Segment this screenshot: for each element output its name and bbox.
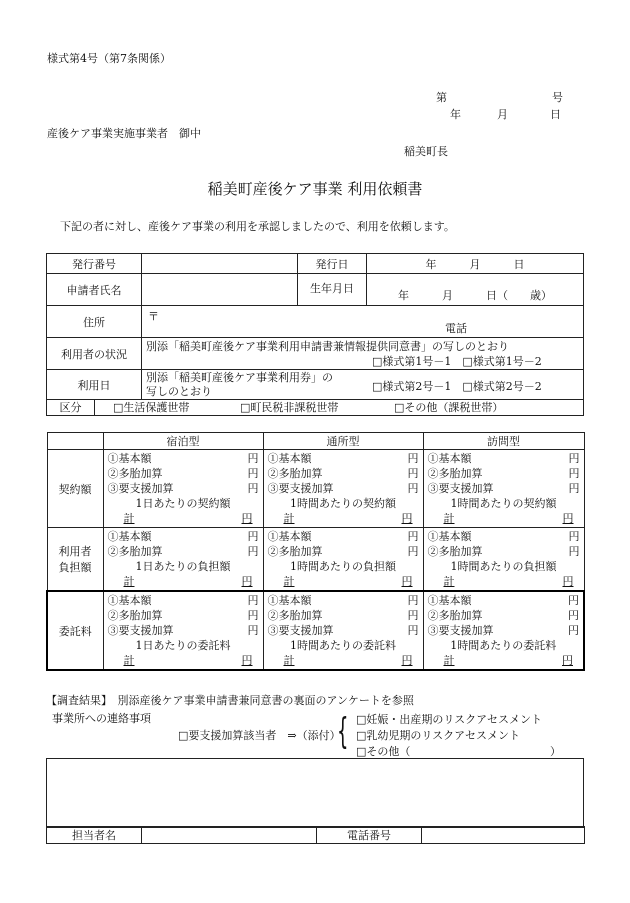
yen-unit: 円 (407, 530, 419, 543)
yen-unit: 円 (247, 467, 259, 480)
yen-unit: 円 (407, 482, 419, 495)
base-label: ①基本額 (107, 452, 152, 465)
address-label: 住所 (47, 306, 142, 338)
yen-unit: 円 (401, 512, 413, 525)
status-label: 利用者の状況 (47, 338, 142, 370)
contact-label: 事業所への連絡事項 (52, 712, 151, 725)
contract-daycare (263, 450, 423, 528)
total-label: 計 (283, 512, 295, 525)
doc-number-suffix: 号 (552, 91, 563, 104)
yen-unit: 円 (247, 482, 259, 495)
yen-unit: 円 (407, 545, 419, 558)
support-label: ③要支援加算 (107, 482, 174, 495)
multi-label: ②多胎加算 (107, 609, 163, 622)
option-pregnancy-risk[interactable]: □妊娠・出産期のリスクアセスメント (356, 713, 543, 726)
base-label: ①基本額 (267, 452, 312, 465)
yen-unit: 円 (568, 467, 580, 480)
burden-daycare (263, 528, 423, 592)
multi-label: ②多胎加算 (267, 609, 323, 622)
unit-label: 1時間あたりの契約額 (450, 497, 557, 510)
category-opt-welfare[interactable]: □生活保護世帯 (113, 401, 190, 414)
total-label: 計 (443, 575, 455, 588)
yen-unit: 円 (401, 575, 413, 588)
date-day: 日 (550, 108, 561, 121)
yen-unit: 円 (407, 609, 419, 622)
category-row (47, 400, 584, 416)
phone-label: 電話 (445, 322, 467, 335)
support-label: ③要支援加算 (267, 624, 334, 637)
support-label: ③要支援加算 (427, 624, 494, 637)
date-year: 年 (450, 108, 461, 121)
postal-mark: 〒 (148, 310, 159, 323)
base-label: ①基本額 (267, 530, 312, 543)
unit-label: 1時間あたりの委託料 (290, 639, 396, 652)
base-label: ①基本額 (267, 594, 312, 607)
contract-visit (423, 450, 584, 528)
yen-unit: 円 (247, 594, 259, 607)
use-date-options[interactable]: □様式第2号－1 □様式第2号－2 (372, 380, 542, 393)
commission-visit (423, 591, 584, 670)
dob-label: 生年月日 (298, 274, 367, 306)
person-label: 担当者名 (47, 827, 142, 844)
doc-number-prefix: 第 (436, 91, 447, 104)
phone-field[interactable] (422, 827, 585, 844)
contract-stay (103, 450, 263, 528)
phone-label: 電話番号 (317, 827, 422, 844)
burden-label (47, 528, 103, 592)
yen-unit: 円 (241, 575, 253, 588)
yen-unit: 円 (401, 654, 413, 667)
option-other[interactable]: □その他（ (356, 745, 411, 758)
survey-heading: 【調査結果】 別添産後ケア事業申請書兼同意書の裏面のアンケートを参照 (46, 694, 414, 707)
base-label: ①基本額 (107, 594, 152, 607)
page-title: 稲美町産後ケア事業 利用依頼書 (207, 180, 423, 198)
multi-label: ②多胎加算 (427, 545, 483, 558)
multi-label: ②多胎加算 (267, 545, 323, 558)
multi-label: ②多胎加算 (107, 467, 163, 480)
yen-unit: 円 (247, 530, 259, 543)
brace: { (337, 711, 349, 752)
base-label: ①基本額 (427, 594, 472, 607)
commission-label: 委託料 (47, 591, 103, 670)
burden-stay (103, 528, 263, 592)
yen-unit: 円 (241, 654, 253, 667)
category-opt-other[interactable]: □その他（課税世帯） (394, 401, 504, 414)
yen-unit: 円 (562, 654, 573, 667)
person-field[interactable] (142, 827, 317, 844)
support-label: ③要支援加算 (267, 482, 334, 495)
total-label: 計 (123, 512, 135, 525)
status-options[interactable]: □様式第1号－1 □様式第1号－2 (372, 354, 542, 368)
status-text: 別添「稲美町産後ケア事業利用申請書兼情報提供同意書」の写しのとおり (146, 339, 509, 353)
applicant-field[interactable] (142, 274, 298, 306)
unit-label: 1日あたりの委託料 (135, 639, 231, 652)
issue-no-label: 発行番号 (47, 254, 142, 274)
type-stay: 宿泊型 (103, 433, 263, 450)
yen-unit: 円 (568, 624, 579, 637)
multi-label: ②多胎加算 (427, 467, 483, 480)
fee-table (46, 432, 585, 671)
issue-date-label: 発行日 (298, 254, 367, 274)
burden-visit (423, 528, 584, 592)
status-field (142, 338, 584, 370)
unit-label: 1日あたりの契約額 (135, 497, 231, 510)
notes-box[interactable] (46, 758, 584, 828)
date-month: 月 (497, 108, 508, 121)
footer-table (46, 826, 585, 844)
contract-label: 契約額 (47, 450, 103, 528)
category-opt-nontax[interactable]: □町民税非課税世帯 (240, 401, 339, 414)
use-date-text2: 写しのとおり (146, 384, 212, 398)
support-label: ③要支援加算 (427, 482, 494, 495)
category-label: 区分 (47, 400, 95, 415)
type-visit: 訪問型 (423, 433, 584, 450)
total-label: 計 (443, 654, 455, 667)
use-date-text1: 別添「稲美町産後ケア事業利用券」の (146, 370, 333, 384)
address-field[interactable] (142, 306, 584, 338)
yen-unit: 円 (568, 482, 580, 495)
yen-unit: 円 (407, 452, 419, 465)
use-date-label: 利用日 (47, 370, 142, 400)
fee-header-corner (47, 433, 103, 450)
support-label: ③要支援加算 (107, 624, 174, 637)
yen-unit: 円 (247, 609, 259, 622)
option-other-close: ） (550, 745, 561, 758)
unit-label: 1時間あたりの負担額 (450, 560, 557, 573)
issue-date-field[interactable]: 年 月 日 (367, 254, 584, 274)
unit-label: 1時間あたりの委託料 (450, 639, 557, 652)
unit-label: 1時間あたりの契約額 (290, 497, 396, 510)
yen-unit: 円 (407, 624, 419, 637)
yen-unit: 円 (407, 467, 419, 480)
total-label: 計 (283, 654, 295, 667)
dob-field[interactable]: 年 月 日（ 歳） (367, 274, 584, 306)
yen-unit: 円 (568, 530, 580, 543)
commission-stay (103, 591, 263, 670)
total-label: 計 (283, 575, 295, 588)
burden-label-line2: 負担額 (58, 561, 92, 574)
multi-label: ②多胎加算 (107, 545, 163, 558)
multi-label: ②多胎加算 (427, 609, 483, 622)
intro-text: 下記の者に対し、産後ケア事業の利用を承認しましたので、利用を依頼します。 (60, 220, 455, 233)
type-daycare: 通所型 (263, 433, 423, 450)
multi-label: ②多胎加算 (267, 467, 323, 480)
total-label: 計 (123, 575, 135, 588)
yen-unit: 円 (562, 575, 574, 588)
issue-no-field[interactable] (142, 254, 298, 274)
sender: 稲美町長 (404, 145, 448, 158)
yen-unit: 円 (407, 594, 419, 607)
form-number: 様式第4号（第7条関係） (47, 52, 171, 65)
burden-label-line1: 利用者 (58, 545, 92, 558)
yen-unit: 円 (241, 512, 253, 525)
unit-label: 1日あたりの負担額 (135, 560, 231, 573)
yen-unit: 円 (247, 545, 259, 558)
total-label: 計 (123, 654, 135, 667)
yen-unit: 円 (568, 609, 579, 622)
yen-unit: 円 (568, 594, 579, 607)
yen-unit: 円 (247, 624, 259, 637)
base-label: ①基本額 (427, 530, 472, 543)
option-infant-risk[interactable]: □乳幼児期のリスクアセスメント (356, 729, 521, 742)
base-label: ①基本額 (107, 530, 152, 543)
unit-label: 1時間あたりの負担額 (290, 560, 396, 573)
info-table (46, 253, 584, 416)
yen-unit: 円 (562, 512, 574, 525)
commission-daycare (263, 591, 423, 670)
total-label: 計 (443, 512, 455, 525)
applicant-label: 申請者氏名 (47, 274, 142, 306)
yen-unit: 円 (568, 545, 580, 558)
recipient: 産後ケア事業実施事業者 御中 (47, 127, 201, 140)
base-label: ①基本額 (427, 452, 472, 465)
support-target-checkbox[interactable]: □要支援加算該当者 ⇒（添付） (178, 729, 341, 742)
yen-unit: 円 (247, 452, 259, 465)
yen-unit: 円 (568, 452, 580, 465)
use-date-field (142, 370, 584, 400)
